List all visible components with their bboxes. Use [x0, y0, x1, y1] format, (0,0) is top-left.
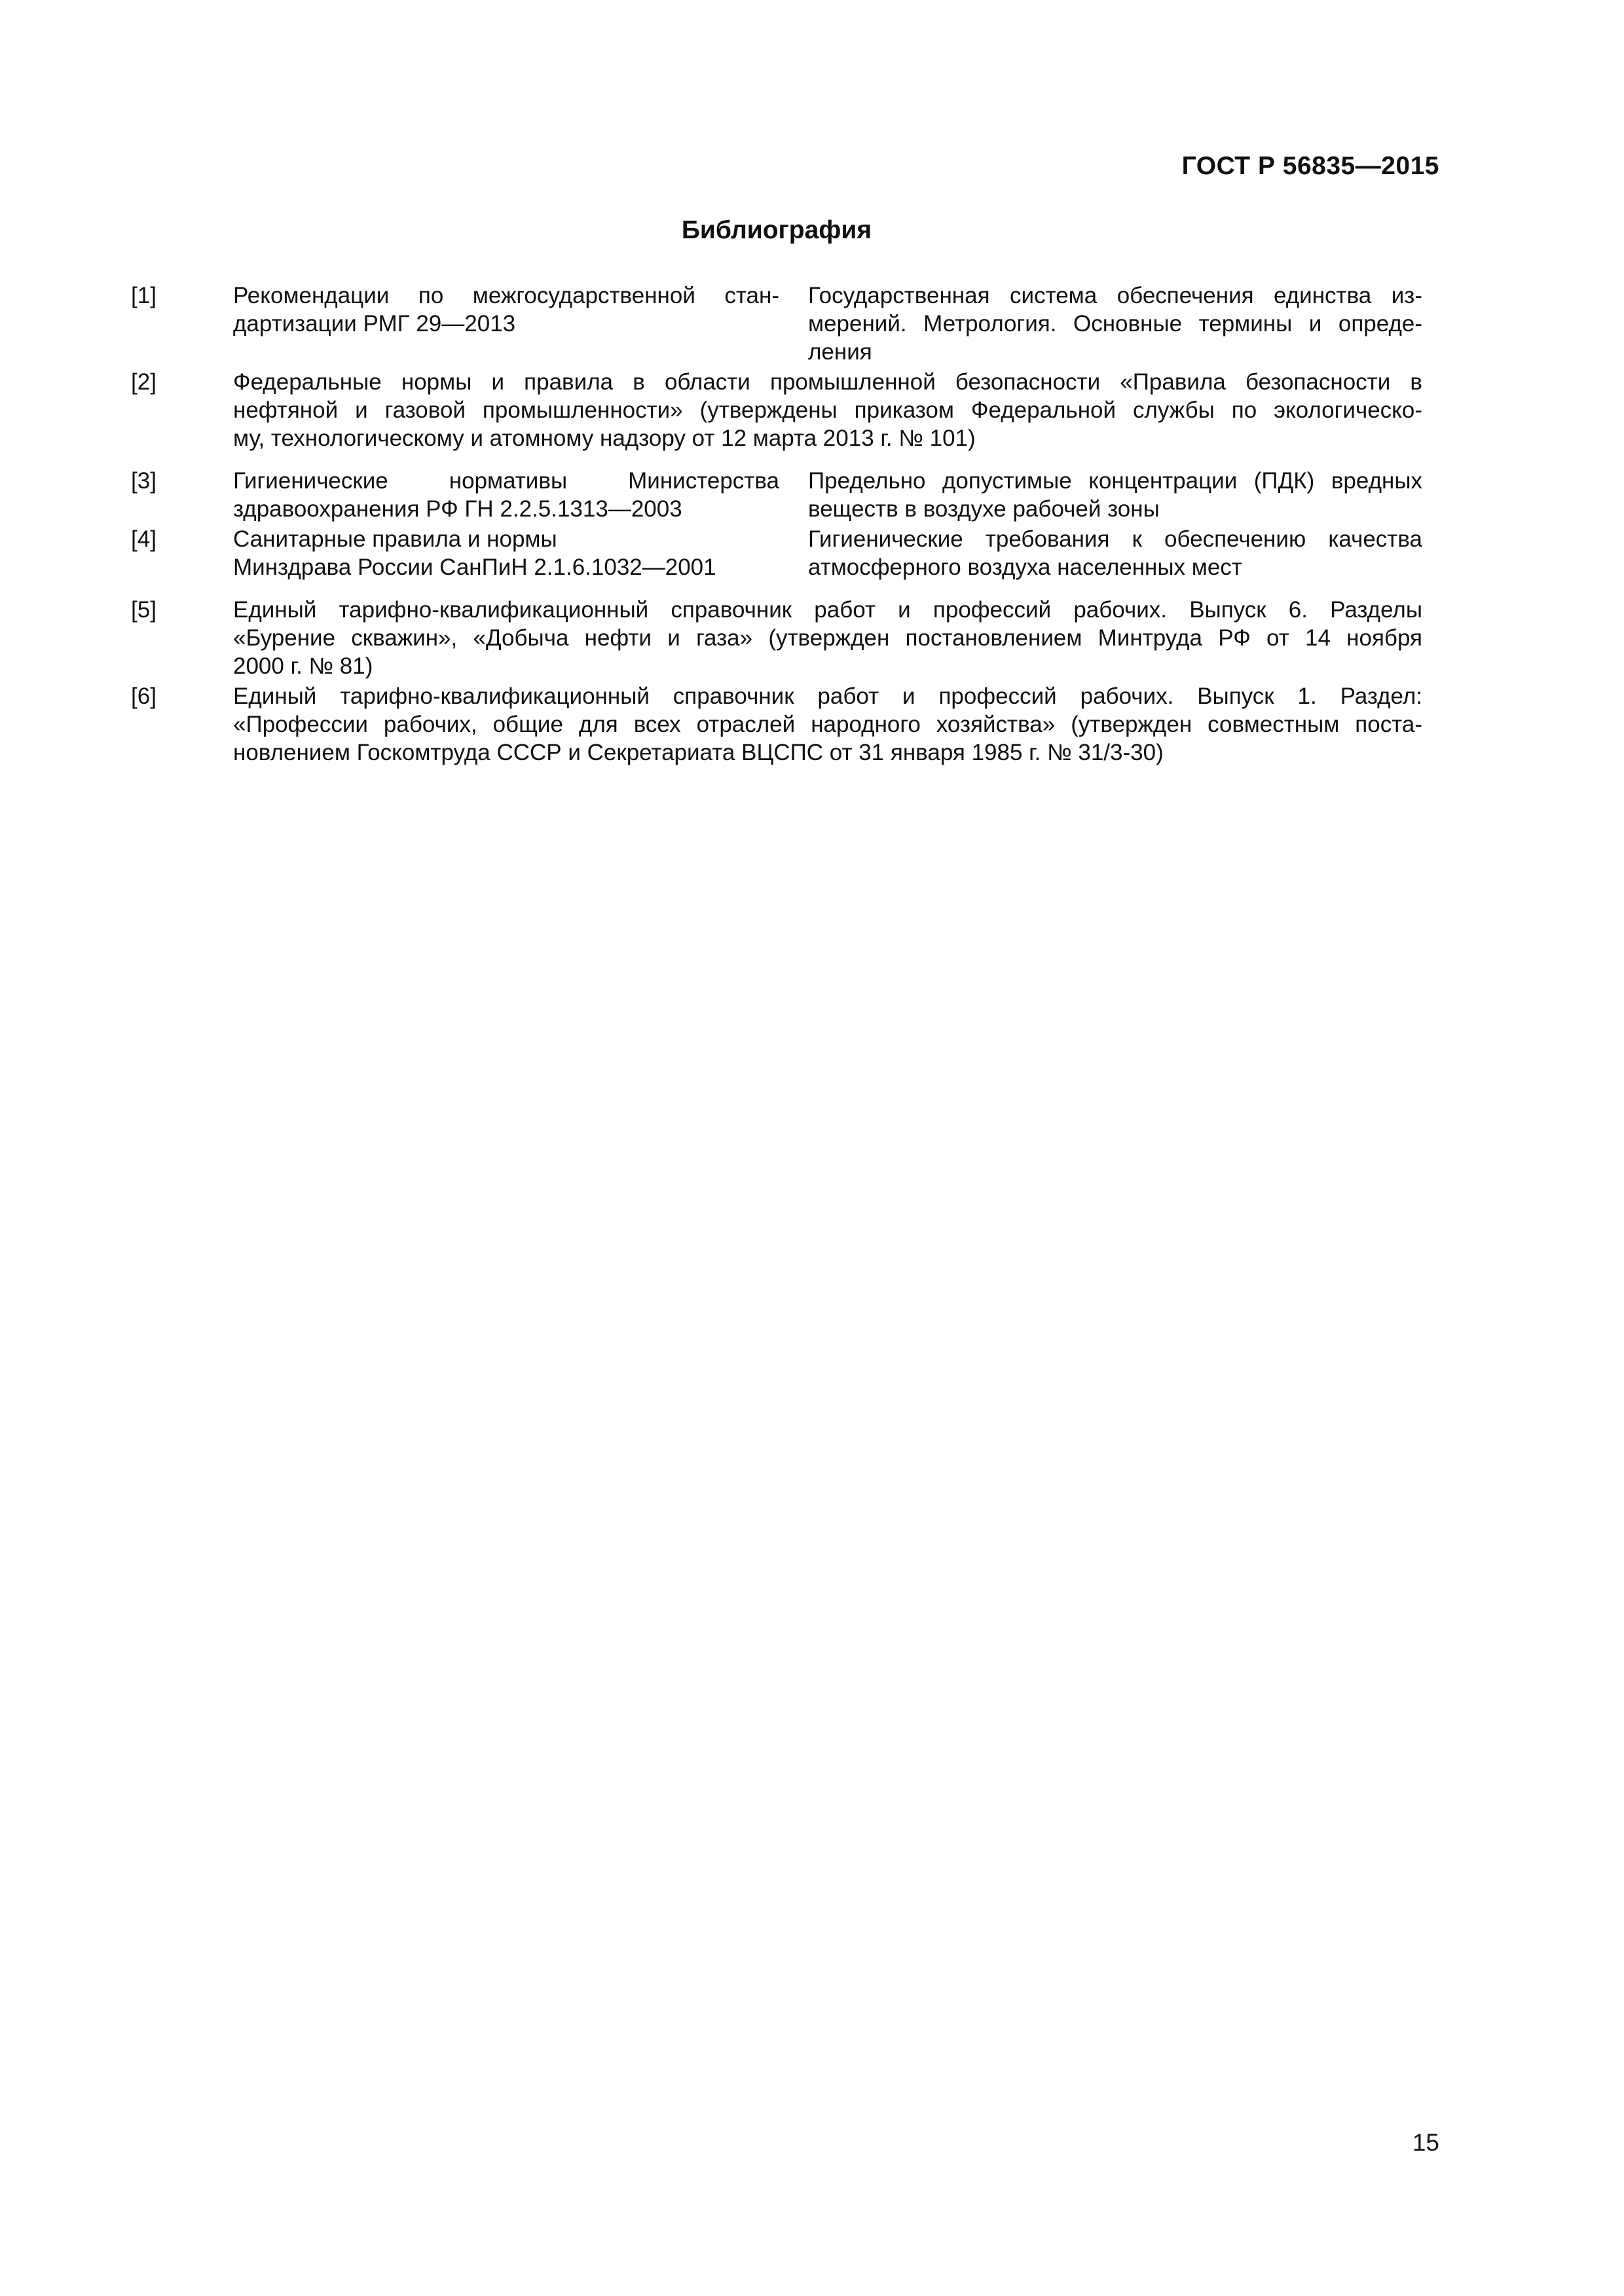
- entry-source: Рекомендации по межгосударственной стан- дартизации РМГ 29—2013: [233, 283, 779, 337]
- entry-text: Федеральные нормы и правила в области промышленной безопасности «Правила безопасности в нефтяной и газовой промышленности» (утверждены приказом Федеральной службы по экологическо- му, технологическому и атомному надзору от 12 марта 2013 г. № 101): [233, 369, 1422, 451]
- bibliography-list: [131, 282, 1422, 767]
- entry-number: [5]: [131, 597, 157, 623]
- bibliography-entry-2: [131, 368, 1422, 452]
- bibliography-entry-5: [131, 596, 1422, 680]
- page-title: Библиография: [681, 216, 872, 244]
- entry-source: Гигиенические нормативы Министерства здравоохранения РФ ГН 2.2.5.1313—2003: [233, 468, 779, 522]
- entry-number: [6]: [131, 683, 157, 709]
- bibliography-entry-3: [131, 467, 1422, 523]
- entry-number: [2]: [131, 369, 157, 395]
- entry-number: [3]: [131, 468, 157, 494]
- page-number: 15: [1412, 2129, 1439, 2156]
- entry-number: [4]: [131, 526, 157, 552]
- bibliography-entry-4: [131, 525, 1422, 581]
- entry-number: [1]: [131, 283, 157, 308]
- entry-description: Государственная система обеспечения единства из- мерений. Метрология. Основные термины и опреде- ления: [808, 283, 1422, 365]
- entry-text: Единый тарифно-квалификационный справочник работ и профессий рабочих. Выпуск 6. Разделы «Бурение скважин», «Добыча нефти и газа» (утвержден постановлением Минтруда РФ от 14 ноября 2000 г. № 81): [233, 597, 1422, 679]
- entry-description: Предельно допустимые концентрации (ПДК) вредных веществ в воздухе рабочей зоны: [808, 468, 1422, 522]
- entry-text: Единый тарифно-квалификационный справочник работ и профессий рабочих. Выпуск 1. Раздел: «Профессии рабочих, общие для всех отраслей народного хозяйства» (утвержден совместным поста- новлением Госкомтруда СССР и Секретариата ВЦСПС от 31 января 1985 г. № 31/3-30): [233, 683, 1422, 765]
- document-code: ГОСТ Р 56835—2015: [1181, 152, 1439, 180]
- bibliography-entry-1: [131, 282, 1422, 366]
- entry-description: Гигиенические требования к обеспечению качества атмосферного воздуха населенных мест: [808, 526, 1422, 580]
- bibliography-entry-6: [131, 682, 1422, 767]
- entry-source: Санитарные правила и нормы Минздрава России СанПиН 2.1.6.1032—2001: [233, 526, 716, 580]
